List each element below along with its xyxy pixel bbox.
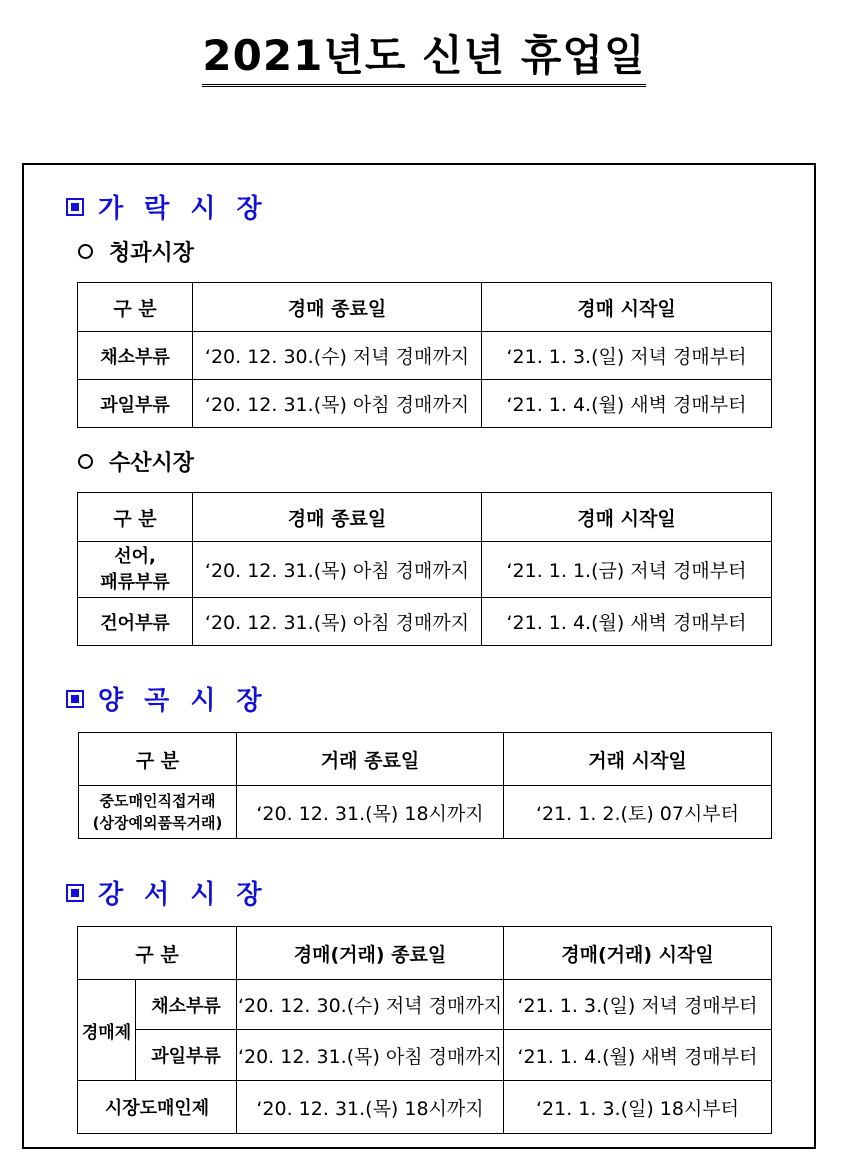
end-date-cell: ‘20. 12. 30.(수) 저녁 경매까지 [193, 332, 482, 380]
subsection-veg-heading [78, 236, 194, 267]
header-cell: 구 분 [78, 927, 237, 980]
subsection-veg-title: 청과시장 [109, 241, 195, 266]
subsection-fish-title: 수산시장 [109, 451, 195, 476]
table-row [78, 980, 772, 1030]
table-row [79, 786, 772, 839]
end-date-cell: ‘20. 12. 31.(목) 18시까지 [237, 786, 504, 839]
category-cell: 중도매인직접거래 (상장예외품목거래) [79, 786, 237, 839]
category-cell: 선어, 패류부류 [78, 542, 193, 598]
section-gangseo-title: 강 서 시 장 [98, 880, 268, 910]
start-date-cell: ‘21. 1. 4.(월) 새벽 경매부터 [482, 380, 772, 428]
table-row [78, 598, 772, 646]
start-date-cell: ‘21. 1. 4.(월) 새벽 경매부터 [504, 1030, 772, 1081]
end-date-cell: ‘20. 12. 31.(목) 아침 경매까지 [237, 1030, 504, 1081]
category-cell: 채소부류 [78, 332, 193, 380]
table-row [78, 542, 772, 598]
category-cell: 채소부류 [136, 980, 237, 1030]
table-row [78, 332, 772, 380]
square-bullet-icon [66, 690, 84, 708]
end-date-cell: ‘20. 12. 30.(수) 저녁 경매까지 [237, 980, 504, 1030]
page-title: 2021년도 신년 휴업일 [202, 30, 645, 87]
header-cell: 경매(거래) 시작일 [504, 927, 772, 980]
table-header-row [78, 927, 772, 980]
section-garak-title: 가 락 시 장 [98, 194, 268, 224]
header-cell: 경매 시작일 [482, 283, 772, 332]
start-date-cell: ‘21. 1. 4.(월) 새벽 경매부터 [482, 598, 772, 646]
table-row [78, 380, 772, 428]
table-row [78, 1081, 772, 1134]
square-bullet-icon [66, 884, 84, 902]
category-cell: 과일부류 [78, 380, 193, 428]
header-cell: 구 분 [79, 733, 237, 786]
table-garak-fish [77, 492, 772, 646]
square-bullet-icon [66, 198, 84, 216]
section-garak-heading [66, 188, 268, 225]
page-title-wrap [0, 30, 848, 87]
subsection-fish-heading [78, 446, 194, 477]
start-date-cell: ‘21. 1. 3.(일) 저녁 경매부터 [482, 332, 772, 380]
end-date-cell: ‘20. 12. 31.(목) 18시까지 [237, 1081, 504, 1134]
section-gangseo-heading [66, 874, 268, 911]
header-cell: 거래 종료일 [237, 733, 504, 786]
start-date-cell: ‘21. 1. 2.(토) 07시부터 [504, 786, 772, 839]
table-row [78, 1030, 772, 1081]
table-header-row [78, 493, 772, 542]
section-yanggok-title: 양 곡 시 장 [98, 686, 268, 716]
header-cell: 경매 종료일 [193, 493, 482, 542]
end-date-cell: ‘20. 12. 31.(목) 아침 경매까지 [193, 380, 482, 428]
table-header-row [78, 283, 772, 332]
table-gangseo [77, 926, 772, 1134]
header-cell: 경매 시작일 [482, 493, 772, 542]
table-header-row [79, 733, 772, 786]
category-cell: 과일부류 [136, 1030, 237, 1081]
header-cell: 구 분 [78, 283, 193, 332]
header-cell: 구 분 [78, 493, 193, 542]
header-cell: 경매 종료일 [193, 283, 482, 332]
header-cell: 경매(거래) 종료일 [237, 927, 504, 980]
category-cell: 시장도매인제 [78, 1081, 237, 1134]
start-date-cell: ‘21. 1. 3.(일) 저녁 경매부터 [504, 980, 772, 1030]
start-date-cell: ‘21. 1. 3.(일) 18시부터 [504, 1081, 772, 1134]
end-date-cell: ‘20. 12. 31.(목) 아침 경매까지 [193, 542, 482, 598]
circle-bullet-icon [78, 244, 93, 259]
table-garak-veg [77, 282, 772, 428]
end-date-cell: ‘20. 12. 31.(목) 아침 경매까지 [193, 598, 482, 646]
section-yanggok-heading [66, 680, 268, 717]
header-cell: 거래 시작일 [504, 733, 772, 786]
circle-bullet-icon [78, 454, 93, 469]
group-cell: 경매제 [78, 980, 136, 1081]
category-cell: 건어부류 [78, 598, 193, 646]
start-date-cell: ‘21. 1. 1.(금) 저녁 경매부터 [482, 542, 772, 598]
table-yanggok [78, 732, 772, 839]
